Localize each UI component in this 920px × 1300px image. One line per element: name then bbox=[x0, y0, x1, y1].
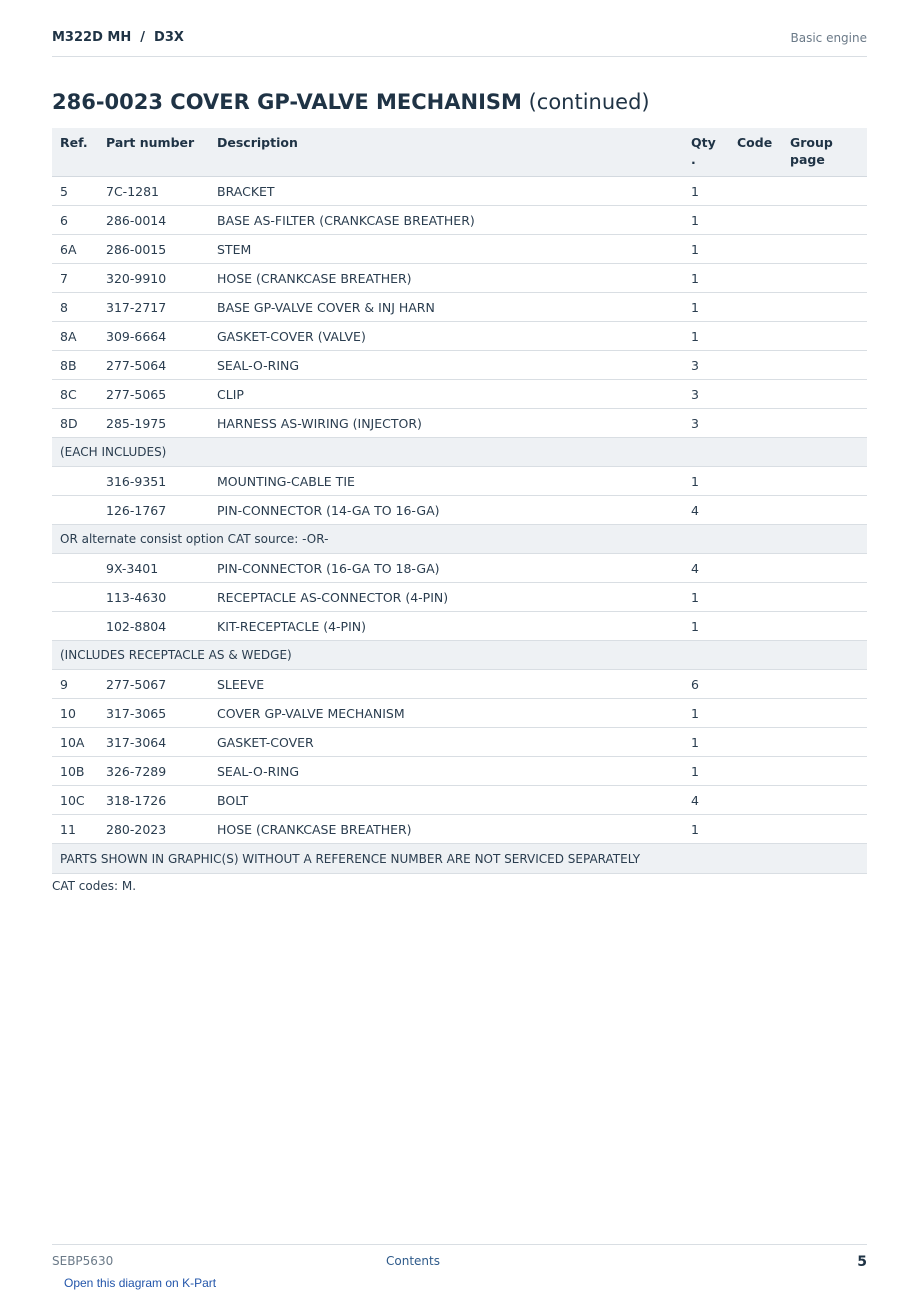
ref-cell: 9 bbox=[52, 670, 98, 699]
part-number-cell: 317-3064 bbox=[98, 728, 209, 757]
col-header-code: Code bbox=[729, 128, 782, 177]
table-row bbox=[52, 206, 867, 235]
part-number-cell: 317-2717 bbox=[98, 293, 209, 322]
ref-cell: 8D bbox=[52, 409, 98, 438]
ref-cell: 8B bbox=[52, 351, 98, 380]
qty-cell: 1 bbox=[683, 235, 729, 264]
part-number-cell: 126-1767 bbox=[98, 496, 209, 525]
group-page-cell bbox=[782, 177, 867, 206]
title-suffix: (continued) bbox=[528, 90, 650, 114]
code-cell bbox=[729, 206, 782, 235]
ref-cell bbox=[52, 612, 98, 641]
ref-cell: 8C bbox=[52, 380, 98, 409]
part-number-cell: 317-3065 bbox=[98, 699, 209, 728]
group-page-cell bbox=[782, 264, 867, 293]
part-number-cell: 285-1975 bbox=[98, 409, 209, 438]
section-name: Basic engine bbox=[790, 31, 867, 45]
code-cell bbox=[729, 235, 782, 264]
parts-table bbox=[52, 128, 867, 874]
group-page-cell bbox=[782, 554, 867, 583]
contents-link[interactable]: Contents bbox=[386, 1254, 440, 1268]
qty-cell: 3 bbox=[683, 380, 729, 409]
table-row bbox=[52, 612, 867, 641]
description-cell: GASKET-COVER (VALVE) bbox=[209, 322, 683, 351]
part-number-cell: 277-5067 bbox=[98, 670, 209, 699]
qty-cell: 1 bbox=[683, 815, 729, 844]
machine-model: M322D MH / D3X bbox=[52, 30, 184, 45]
group-page-cell bbox=[782, 293, 867, 322]
qty-cell: 1 bbox=[683, 612, 729, 641]
table-row bbox=[52, 786, 867, 815]
code-cell bbox=[729, 380, 782, 409]
ref-cell: 8A bbox=[52, 322, 98, 351]
qty-cell: 3 bbox=[683, 351, 729, 380]
description-cell: GASKET-COVER bbox=[209, 728, 683, 757]
note-row-includes-receptacle bbox=[52, 641, 867, 670]
part-number-cell: 316-9351 bbox=[98, 467, 209, 496]
group-page-cell bbox=[782, 380, 867, 409]
code-cell bbox=[729, 293, 782, 322]
group-page-cell bbox=[782, 786, 867, 815]
table-row bbox=[52, 496, 867, 525]
group-page-cell bbox=[782, 815, 867, 844]
ref-cell: 5 bbox=[52, 177, 98, 206]
ref-cell: 10B bbox=[52, 757, 98, 786]
table-row bbox=[52, 264, 867, 293]
part-number-cell: 277-5064 bbox=[98, 351, 209, 380]
qty-cell: 1 bbox=[683, 293, 729, 322]
code-cell bbox=[729, 786, 782, 815]
group-page-cell bbox=[782, 322, 867, 351]
col-header-description: Description bbox=[209, 128, 683, 177]
kpart-diagram-link[interactable]: Open this diagram on K-Part bbox=[64, 1276, 217, 1290]
table-row bbox=[52, 583, 867, 612]
group-page-cell bbox=[782, 351, 867, 380]
code-cell bbox=[729, 496, 782, 525]
table-row bbox=[52, 699, 867, 728]
group-page-cell bbox=[782, 728, 867, 757]
qty-cell: 1 bbox=[683, 206, 729, 235]
page-header bbox=[52, 28, 867, 57]
description-cell: PIN-CONNECTOR (16-GA TO 18-GA) bbox=[209, 554, 683, 583]
description-cell: STEM bbox=[209, 235, 683, 264]
description-cell: SEAL-O-RING bbox=[209, 757, 683, 786]
description-cell: MOUNTING-CABLE TIE bbox=[209, 467, 683, 496]
part-number-cell: 277-5065 bbox=[98, 380, 209, 409]
qty-cell: 4 bbox=[683, 786, 729, 815]
table-row bbox=[52, 351, 867, 380]
table-row bbox=[52, 322, 867, 351]
part-number-cell: 318-1726 bbox=[98, 786, 209, 815]
code-cell bbox=[729, 554, 782, 583]
table-row bbox=[52, 815, 867, 844]
col-header-part-number: Part number bbox=[98, 128, 209, 177]
code-cell bbox=[729, 351, 782, 380]
code-cell bbox=[729, 409, 782, 438]
description-cell: BOLT bbox=[209, 786, 683, 815]
note-text: (INCLUDES RECEPTACLE AS & WEDGE) bbox=[52, 641, 867, 670]
qty-cell: 4 bbox=[683, 554, 729, 583]
code-cell bbox=[729, 757, 782, 786]
table-row bbox=[52, 554, 867, 583]
part-number-cell: 113-4630 bbox=[98, 583, 209, 612]
ref-cell bbox=[52, 467, 98, 496]
note-row-not-serviced bbox=[52, 844, 867, 874]
ref-cell: 6 bbox=[52, 206, 98, 235]
table-row bbox=[52, 177, 867, 206]
qty-cell: 1 bbox=[683, 728, 729, 757]
ref-cell: 6A bbox=[52, 235, 98, 264]
part-number-cell: 320-9910 bbox=[98, 264, 209, 293]
description-cell: BRACKET bbox=[209, 177, 683, 206]
description-cell: CLIP bbox=[209, 380, 683, 409]
description-cell: HOSE (CRANKCASE BREATHER) bbox=[209, 264, 683, 293]
code-cell bbox=[729, 670, 782, 699]
description-cell: SEAL-O-RING bbox=[209, 351, 683, 380]
part-number-cell: 280-2023 bbox=[98, 815, 209, 844]
group-page-cell bbox=[782, 467, 867, 496]
qty-cell: 1 bbox=[683, 757, 729, 786]
note-text: PARTS SHOWN IN GRAPHIC(S) WITHOUT A REFERENCE NUMBER ARE NOT SERVICED SEPARATELY bbox=[52, 844, 867, 874]
qty-cell: 1 bbox=[683, 177, 729, 206]
description-cell: BASE AS-FILTER (CRANKCASE BREATHER) bbox=[209, 206, 683, 235]
table-row bbox=[52, 728, 867, 757]
page-number: 5 bbox=[857, 1254, 867, 1270]
part-number-cell: 102-8804 bbox=[98, 612, 209, 641]
description-cell: COVER GP-VALVE MECHANISM bbox=[209, 699, 683, 728]
group-page-cell bbox=[782, 235, 867, 264]
col-header-qty: Qty . bbox=[683, 128, 729, 177]
group-page-cell bbox=[782, 409, 867, 438]
code-cell bbox=[729, 322, 782, 351]
code-cell bbox=[729, 699, 782, 728]
code-cell bbox=[729, 612, 782, 641]
page-footer bbox=[52, 1244, 867, 1275]
part-number-cell: 9X-3401 bbox=[98, 554, 209, 583]
qty-cell: 1 bbox=[683, 264, 729, 293]
part-number-cell: 286-0015 bbox=[98, 235, 209, 264]
note-text: OR alternate consist option CAT source: -OR- bbox=[52, 525, 867, 554]
table-row bbox=[52, 757, 867, 786]
ref-cell bbox=[52, 496, 98, 525]
part-number-cell: 326-7289 bbox=[98, 757, 209, 786]
description-cell: SLEEVE bbox=[209, 670, 683, 699]
qty-cell: 1 bbox=[683, 467, 729, 496]
table-header-row bbox=[52, 128, 867, 177]
ref-cell bbox=[52, 554, 98, 583]
note-row-alternate bbox=[52, 525, 867, 554]
description-cell: BASE GP-VALVE COVER & INJ HARN bbox=[209, 293, 683, 322]
code-cell bbox=[729, 583, 782, 612]
document-id: SEBP5630 bbox=[52, 1254, 114, 1268]
col-header-group-page: Group page bbox=[782, 128, 867, 177]
code-cell bbox=[729, 815, 782, 844]
qty-cell: 6 bbox=[683, 670, 729, 699]
group-title: 286-0023 COVER GP-VALVE MECHANISM bbox=[52, 90, 522, 114]
description-cell: HOSE (CRANKCASE BREATHER) bbox=[209, 815, 683, 844]
ref-cell: 7 bbox=[52, 264, 98, 293]
code-cell bbox=[729, 177, 782, 206]
col-header-ref: Ref. bbox=[52, 128, 98, 177]
ref-cell: 10C bbox=[52, 786, 98, 815]
qty-cell: 1 bbox=[683, 699, 729, 728]
group-page-cell bbox=[782, 496, 867, 525]
description-cell: HARNESS AS-WIRING (INJECTOR) bbox=[209, 409, 683, 438]
qty-cell: 1 bbox=[683, 583, 729, 612]
table-row bbox=[52, 293, 867, 322]
group-page-cell bbox=[782, 670, 867, 699]
code-cell bbox=[729, 728, 782, 757]
qty-cell: 3 bbox=[683, 409, 729, 438]
group-page-cell bbox=[782, 699, 867, 728]
description-cell: KIT-RECEPTACLE (4-PIN) bbox=[209, 612, 683, 641]
cat-codes-note: CAT codes: M. bbox=[52, 879, 137, 893]
group-page-cell bbox=[782, 206, 867, 235]
description-cell: RECEPTACLE AS-CONNECTOR (4-PIN) bbox=[209, 583, 683, 612]
code-cell bbox=[729, 467, 782, 496]
ref-cell: 10A bbox=[52, 728, 98, 757]
ref-cell: 11 bbox=[52, 815, 98, 844]
code-cell bbox=[729, 264, 782, 293]
part-number-cell: 286-0014 bbox=[98, 206, 209, 235]
qty-cell: 4 bbox=[683, 496, 729, 525]
ref-cell: 10 bbox=[52, 699, 98, 728]
ref-cell bbox=[52, 583, 98, 612]
table-row bbox=[52, 380, 867, 409]
part-number-cell: 309-6664 bbox=[98, 322, 209, 351]
table-row bbox=[52, 235, 867, 264]
note-text: (EACH INCLUDES) bbox=[52, 438, 867, 467]
group-page-cell bbox=[782, 612, 867, 641]
table-row bbox=[52, 467, 867, 496]
part-number-cell: 7C-1281 bbox=[98, 177, 209, 206]
table-row bbox=[52, 409, 867, 438]
note-row-each-includes bbox=[52, 438, 867, 467]
group-page-cell bbox=[782, 583, 867, 612]
page-title bbox=[52, 90, 650, 114]
ref-cell: 8 bbox=[52, 293, 98, 322]
table-row bbox=[52, 670, 867, 699]
description-cell: PIN-CONNECTOR (14-GA TO 16-GA) bbox=[209, 496, 683, 525]
group-page-cell bbox=[782, 757, 867, 786]
qty-cell: 1 bbox=[683, 322, 729, 351]
